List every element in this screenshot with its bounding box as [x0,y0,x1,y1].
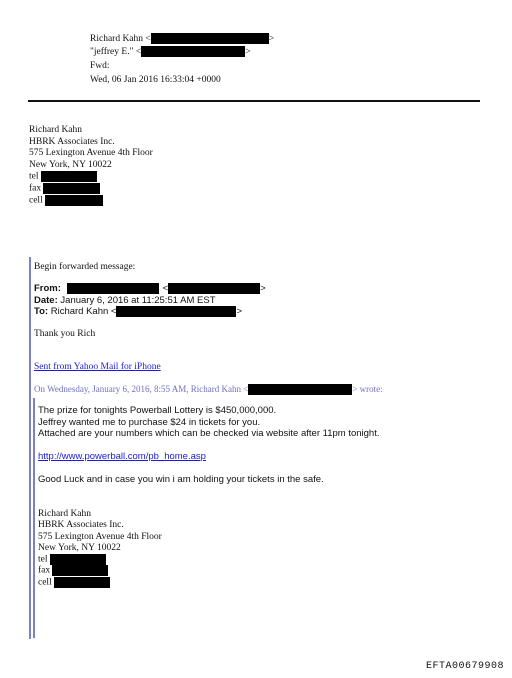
nested-quote-bar [33,398,35,638]
quoted-signature-tel [38,554,162,565]
redaction-box [52,565,108,576]
thanks-text: Thank you Rich [34,329,96,339]
fax-label: fax [29,183,42,194]
fwd-to-row [34,306,266,318]
fwd-to-value: Richard Kahn < [50,306,117,318]
fwd-to-label: To: [34,306,49,318]
message-line-1: The prize for tonights Powerball Lottery is $450,000,000. [38,405,277,416]
to-value: "jeffrey E." < [90,47,142,57]
redaction-box [141,46,245,57]
header-to-row [0,46,300,59]
tel-label: tel [29,172,39,183]
header-subject-row [0,60,300,73]
cell-label: cell [38,577,52,588]
to-tail: > [245,47,251,57]
closing-text: Good Luck and in case you win i am holding your tickets in the safe. [38,474,324,485]
fwd-from-mid: < [162,283,169,295]
forwarded-header [34,283,266,318]
redaction-box [54,577,110,588]
header-divider [28,100,480,102]
signature-tel [29,171,153,183]
from-tail: > [268,34,275,44]
powerball-link[interactable]: http://www.powerball.com/pb_home.asp [38,451,206,462]
tel-label: tel [38,554,48,565]
fwd-date-row [34,295,266,307]
redaction-box [168,283,260,294]
fwd-from-row [34,283,266,295]
quoted-signature-name: Richard Kahn [38,509,92,519]
signature-address1: 575 Lexington Avenue 4th Floor [29,148,153,159]
wrote-prefix: On Wednesday, January 6, 2016, 8:55 AM, Richard Kahn < [34,384,249,394]
wrote-suffix: > wrote: [352,384,383,394]
sent-from-yahoo-link[interactable]: Sent from Yahoo Mail for iPhone [34,362,161,372]
quoted-signature-block [38,509,162,588]
signature-fax [29,183,153,195]
header-date-row [0,74,300,87]
date-value: Wed, 06 Jan 2016 16:33:04 +0000 [90,75,221,85]
quoted-signature-cell [38,577,162,588]
signature-cell [29,195,153,207]
from-value: Richard Kahn < [90,34,151,44]
redaction-box [67,283,159,294]
redaction-box [41,171,97,182]
quoted-signature-fax [38,565,162,576]
redaction-box [248,384,352,395]
fwd-from-tail: > [260,283,266,295]
quoted-signature-address1: 575 Lexington Avenue 4th Floor [38,531,162,542]
signature-address2: New York, NY 10022 [29,159,112,170]
redaction-box [50,554,106,565]
forward-quote-bar [29,257,31,639]
signature-block [29,125,153,206]
message-body [38,405,380,440]
document-id: EFTA00679908 [425,661,504,672]
fax-label: fax [38,566,51,577]
message-line-3: Attached are your numbers which can be checked via website after 11pm tonight. [38,428,380,439]
redaction-box [116,306,236,317]
cell-label: cell [29,195,43,206]
redaction-box [151,33,269,44]
signature-company: HBRK Associates Inc. [29,136,115,147]
redaction-box [45,195,103,206]
fwd-date-value: January 6, 2016 at 11:25:51 AM EST [60,294,216,306]
quoted-signature-address2: New York, NY 10022 [38,542,121,553]
wrote-line [34,384,383,395]
message-line-2: Jeffrey wanted me to purchase $24 in tickets for you. [38,416,261,428]
forward-intro: Begin forwarded message: [34,262,136,272]
fwd-to-tail: > [236,306,243,318]
fwd-from-label: From: [34,283,61,295]
redaction-box [43,183,100,194]
signature-name: Richard Kahn [29,125,83,135]
header-from-row [0,33,300,46]
fwd-date-label: Date: [34,294,58,306]
quoted-signature-company: HBRK Associates Inc. [38,520,124,531]
subject-value: Fwd: [90,61,110,71]
